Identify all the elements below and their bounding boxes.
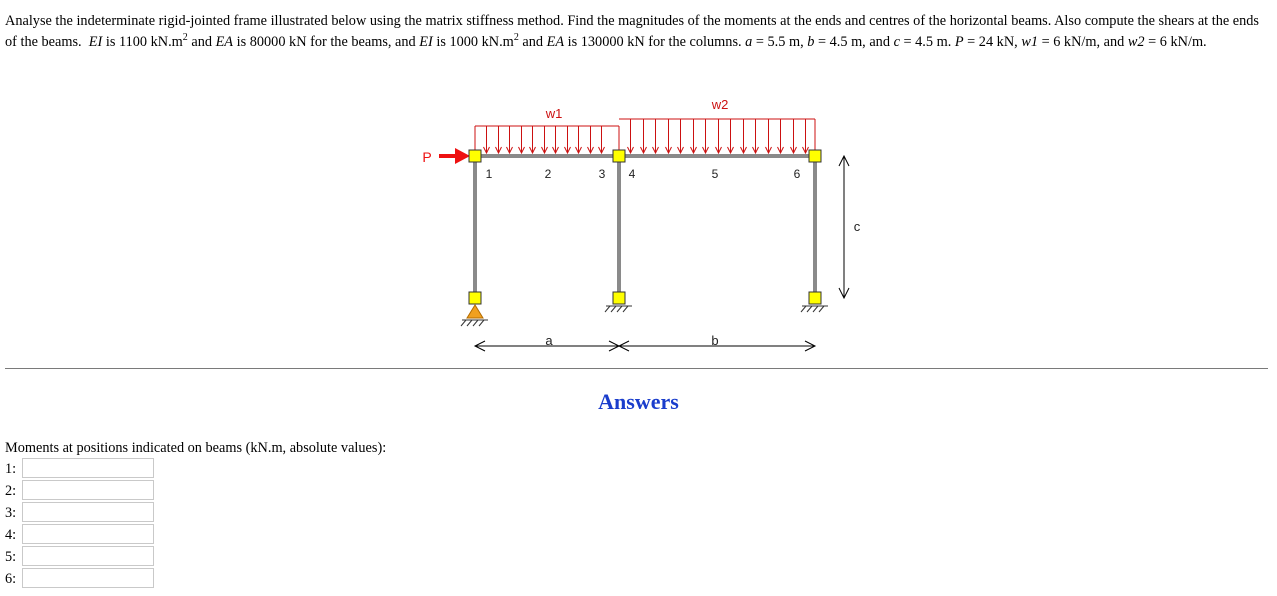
ei-columns-text: is 1000 kN.m [432, 34, 514, 50]
support-node [613, 292, 625, 304]
ea-symbol: EA [546, 34, 565, 50]
ea-symbol: EA [215, 34, 234, 50]
problem-intro: Analyse the indeterminate rigid-jointed frame illustrated below using the matrix stiffness method. Find the magnitudes of the moments at the ends and centres of the horizontal beams. Also compute the shears at the ends of the beams. [5, 13, 1259, 50]
moment-input-6[interactable] [22, 568, 154, 588]
pin-support [461, 305, 488, 326]
distributed-load-w2 [619, 119, 815, 153]
exponent: 2 [182, 32, 188, 43]
point-load-p [439, 148, 470, 164]
c-symbol: c [893, 34, 900, 50]
position-label-4: 4 [628, 167, 636, 181]
ea-beams-text: is 80000 kN for the beams, and [233, 34, 420, 50]
ei-beams-text: is 1100 kN.m [102, 34, 183, 50]
section-divider [5, 368, 1268, 369]
position-label-1: 1 [485, 167, 493, 181]
p-symbol: P [954, 34, 964, 50]
support-node [809, 292, 821, 304]
position-label-5: 5 [711, 167, 719, 181]
answer-label-3: 3: [5, 505, 17, 521]
position-label-2: 2 [544, 167, 552, 181]
answers-heading: Answers [598, 389, 679, 414]
conjunction-text: and [518, 34, 547, 50]
position-label-6: 6 [793, 167, 801, 181]
dimension-label-a: a [545, 333, 553, 348]
joint-node [809, 150, 821, 162]
dimension-c [839, 156, 849, 298]
load-label-p: P [422, 149, 432, 165]
w2-symbol: w2 [1127, 34, 1145, 50]
b-value: = 4.5 m, and [814, 34, 894, 50]
moment-input-1[interactable] [22, 458, 154, 478]
b-symbol: b [807, 34, 815, 50]
joints [469, 150, 821, 304]
load-label-w1: w1 [545, 106, 563, 121]
joint-node [613, 150, 625, 162]
dimension-label-b: b [711, 333, 719, 348]
exponent: 2 [513, 32, 519, 43]
frame-members [475, 156, 815, 298]
moment-input-5[interactable] [22, 546, 154, 566]
answer-label-1: 1: [5, 461, 17, 477]
answer-label-2: 2: [5, 483, 17, 499]
answer-label-4: 4: [5, 527, 17, 543]
a-value: = 5.5 m, [752, 34, 808, 50]
moments-label: Moments at positions indicated on beams (kN.m, absolute values): [5, 440, 387, 456]
ei-symbol: EI [88, 34, 103, 50]
moment-input-2[interactable] [22, 480, 154, 500]
p-value: = 24 kN, [963, 34, 1022, 50]
answer-label-6: 6: [5, 571, 17, 587]
w1-value: = 6 kN/m, and [1038, 34, 1128, 50]
distributed-load-w1 [475, 126, 619, 153]
load-label-w2: w2 [711, 97, 729, 112]
position-label-3: 3 [598, 167, 606, 181]
a-symbol: a [745, 34, 753, 50]
w1-symbol: w1 [1021, 34, 1038, 50]
answer-label-5: 5: [5, 549, 17, 565]
ea-columns-text: is 130000 kN for the columns. [564, 34, 746, 50]
joint-node [469, 150, 481, 162]
fixed-support-right [801, 306, 828, 312]
support-node [469, 292, 481, 304]
fixed-support-middle [605, 306, 632, 312]
moment-input-3[interactable] [22, 502, 154, 522]
c-value: = 4.5 m. [899, 34, 955, 50]
ei-symbol: EI [419, 34, 433, 50]
w2-value: = 6 kN/m. [1144, 34, 1207, 50]
moment-input-4[interactable] [22, 524, 154, 544]
dimension-label-c: c [853, 219, 861, 234]
conjunction-text: and [187, 34, 216, 50]
